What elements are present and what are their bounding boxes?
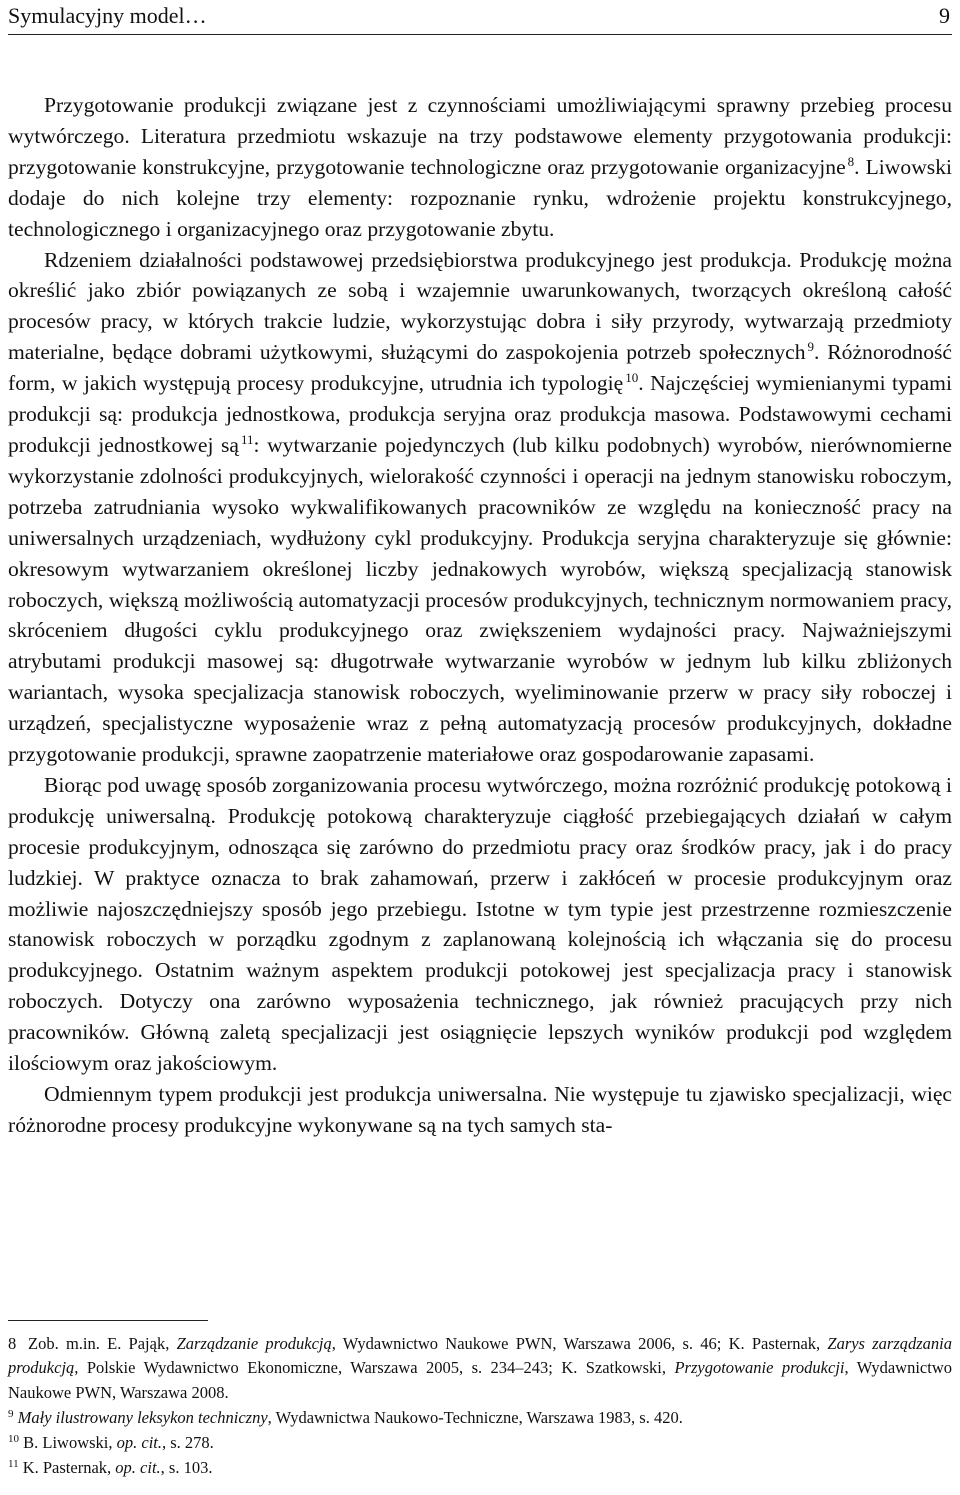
- paragraph-text: : wytwarzanie pojedynczych (lub kilku podobnych) wyrobów, nierównomierne wykorzystanie zdolności produkcyjnych, wielorakość czynności i operacji na jednym stanowisku roboczym, potrzeba zatrudniania wysoko wykwalifikowanych pracowników ze względu na konieczność pracy na uniwersalnych urządzeniach, wydłużony cykl produkcyjny. Produkcja seryjna charakteryzuje się głównie: okresowym wytwarzaniem określonej liczby jednakowych wyrobów, większą specjalizacją stanowisk roboczych, większą możliwością automatyzacji procesów produkcyjnych, technicznym normowaniem pracy, skróceniem długości cyklu produkcyjnego oraz zwiększeniem wydajności pracy. Najważniejszymi atrybutami produkcji masowej są: długotrwałe wytwarzanie wyrobów w jednym lub kilku zbliżonych wariantach, wysoka specjalizacja stanowisk roboczych, wyeliminowanie przerw w pracy siły roboczej i urządzeń, specjalistyczne wyposażenie wraz z pełną automatyzacją procesów produkcyjnych, dokładne przygotowanie produkcji, sprawne zaopatrzenie materiałowe oraz gospodarowanie zapasami.: [8, 432, 952, 767]
- footnote-text: , s. 103.: [160, 1458, 213, 1478]
- paragraph-text: . Liwowski dodaje do nich kolejne trzy elementy: rozpoznanie rynku, wdrożenie projektu konstrukcyjnego, technologicznego i organizacyjnego oraz przygotowanie zbytu.: [8, 154, 952, 241]
- paragraph-production-preparation: [8, 90, 952, 245]
- footnote-number: 9: [8, 1407, 14, 1420]
- footnote-10: [8, 1431, 952, 1455]
- paragraph-text: Rdzeniem działalności podstawowej przedsiębiorstwa produkcyjnego jest produkcja. Produkcję można określić jako zbiór powiązanych ze sobą i wzajemnie uwarunkowanych, tworzących określoną całość procesów pracy, w których trakcie ludzie, wykorzystując dobra i siły przyrody, wytwarzają przedmioty materialne, będące dobrami użytkowymi, służącymi do zaspokojenia potrzeb społecznych: [8, 247, 952, 365]
- running-header-title: Symulacyjny model…: [8, 3, 207, 28]
- footnote-title: op. cit.: [115, 1458, 161, 1478]
- footnote-title: Mały ilustrowany leksykon techniczny: [17, 1407, 268, 1427]
- paragraph-text: Przygotowanie produkcji związane jest z czynnościami umożliwiającymi sprawny przebieg procesu wytwórczego. Literatura przedmiotu wskazuje na trzy podstawowe elementy przygotowania produkcji: przygotowanie konstrukcyjne, przygotowanie technologiczne oraz przygotowanie organizacyjne: [8, 93, 952, 179]
- footnote-text: , Polskie Wydawnictwo Ekonomiczne, Warszawa 2005, s. 234–243; K. Szatkowski,: [74, 1358, 675, 1378]
- footnote-ref: 10: [625, 370, 639, 386]
- paragraph-text: . Różnorodność form, w jakich występują procesy produkcyjne, utrudnia ich typologię: [8, 340, 952, 396]
- footnote-text: Zob. m.in. E. Pająk,: [28, 1334, 177, 1353]
- footnote-9: [8, 1406, 952, 1430]
- paragraph-universal-production: [8, 1079, 952, 1141]
- footnote-ref: 9: [807, 339, 815, 355]
- footnote-text: K. Pasternak,: [22, 1458, 116, 1478]
- footnote-11: [8, 1456, 952, 1480]
- footnote-title: Przygotowanie produkcji: [674, 1358, 845, 1378]
- footnote-text: , Wydawnictwo Naukowe PWN, Warszawa 2006, s. 46; K. Pasternak,: [331, 1334, 828, 1353]
- footnote-title: Zarys zarządzania produkcją: [8, 1334, 952, 1378]
- header-rule: [8, 34, 952, 35]
- paragraph-text: . Najczęściej wymienianymi typami produkcji są: produkcja jednostkowa, produkcja seryjna oraz produkcja masowa. Podstawowymi cechami produkcji jednostkowej są: [8, 371, 952, 457]
- paragraph-flow-production: [8, 770, 952, 1079]
- running-header: [8, 2, 952, 32]
- body-text: [8, 90, 952, 1141]
- footnote-ref: 8: [847, 153, 855, 169]
- paragraph-production-types: [8, 245, 952, 770]
- footnote-8: 8 Zob. m.in. E. Pająk, Zarządzanie produkcją, Wydawnictwo Naukowe PWN, Warszawa 2006, s. 46; K. Pasternak, Zarys zarządzania produkcją, Polskie Wydawnictwo Ekonomiczne, Warszawa 2005, s. 234–243; K. Szatkowski, Przygotowanie produkcji, Wydawnictwo Naukowe PWN, Warszawa 2008.: [8, 1334, 953, 1402]
- footnote-text: , s. 278.: [162, 1433, 214, 1453]
- footnote-text: B. Liwowski,: [23, 1433, 117, 1453]
- footnote-text: , Wydawnictwa Naukowo-Techniczne, Warszawa 1983, s. 420.: [267, 1407, 683, 1427]
- footnote-number: 11: [8, 1458, 19, 1471]
- footnote-separator: [8, 1320, 208, 1321]
- footnote-title: Zarządzanie produkcją: [176, 1334, 332, 1353]
- footnotes: [8, 1332, 952, 1482]
- footnote-ref: 11: [241, 431, 254, 447]
- footnote-title: op. cit.: [116, 1433, 163, 1453]
- page-number: 9: [939, 3, 950, 28]
- footnote-number: 10: [8, 1433, 19, 1446]
- paragraph-text: Biorąc pod uwagę sposób zorganizowania procesu wytwórczego, można rozróżnić produkcję potokową i produkcję uniwersalną. Produkcję potokową charakteryzuje ciągłość przebiegających działań w całym procesie produkcyjnym, odnosząca się zarówno do przedmiotu pracy oraz środków pracy, jak i do pracy ludzkiej. W praktyce oznacza to brak zahamowań, przerw i zakłóceń w procesie produkcyjnym oraz możliwie najoszczędniejszy sposób jego przebiegu. Istotne w tym typie jest przestrzenne rozmieszczenie stanowisk roboczych w porządku zgodnym z zaplanowaną kolejnością ich włączania się do procesu produkcyjnego. Ostatnim ważnym aspektem produkcji potokowej jest specjalizacja pracy i stanowisk roboczych. Dotyczy ona zarówno wyposażenia technicznego, jak również pracujących przy nich pracowników. Główną zaletą specjalizacji jest osiągnięcie lepszych wyników produkcji pod względem ilościowym oraz jakościowym.: [8, 772, 952, 1076]
- paragraph-text: Odmiennym typem produkcji jest produkcja uniwersalna. Nie występuje tu zjawisko specjalizacji, więc różnorodne procesy produkcyjne wykonywane są na tych samych sta-: [8, 1082, 952, 1137]
- footnote-text: , Wydawnictwo Naukowe PWN, Warszawa 2008.: [8, 1358, 953, 1402]
